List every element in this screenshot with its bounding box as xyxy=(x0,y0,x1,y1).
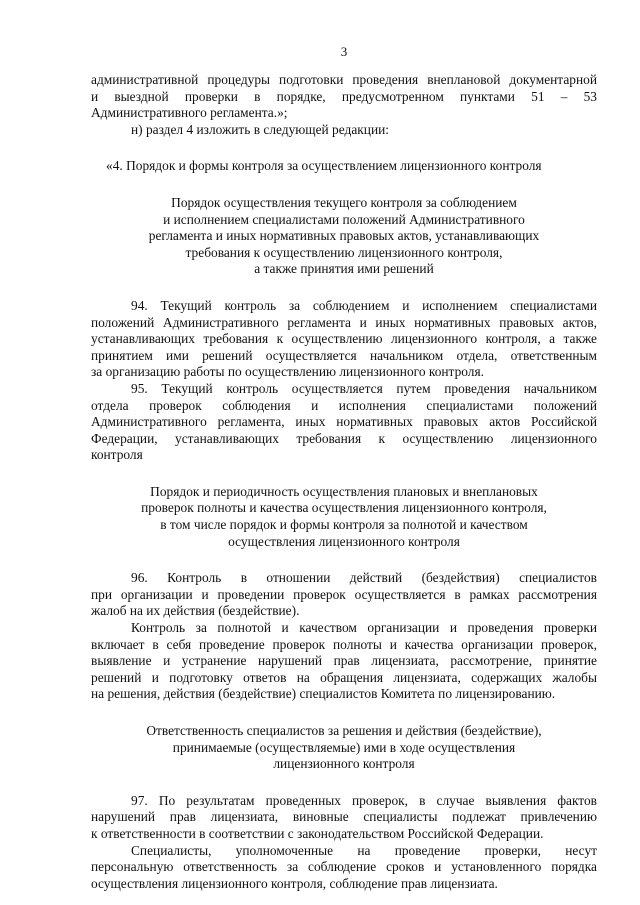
heading-line: осуществления лицензионного контроля xyxy=(228,533,460,549)
text-line: на решения, действия (бездействие) специалистов Комитета по лицензированию. xyxy=(91,686,556,702)
text-line: «4. Порядок и формы контроля за осуществлением лицензионного контроля xyxy=(106,158,542,174)
text-line: отдела проверок соблюдения и исполнения специалистами положений xyxy=(91,397,597,413)
paragraph-96 xyxy=(91,570,597,620)
text-line: жалоб на их действия (бездействие). xyxy=(91,603,300,619)
text-line: контроля xyxy=(91,447,143,463)
document-body xyxy=(91,72,597,892)
text-line: к ответственности в соответствии с законодательством Российской Федерации. xyxy=(91,825,544,841)
text-line: включает в себя проведение проверок полноты и качества организации проверок, xyxy=(91,636,597,652)
text-line: решений и подготовку ответов на обращения лицензиата, содержащих жалобы xyxy=(91,669,597,685)
text-line: за организацию работы по осуществлению лицензионного контроля. xyxy=(91,364,484,380)
text-line: Специалисты, уполномоченные на проведение проверки, несут xyxy=(131,842,597,858)
paragraph-specialists xyxy=(91,843,597,893)
text-line: 95. Текущий контроль осуществляется путем проведения начальником xyxy=(131,380,597,396)
text-line: 97. По результатам проведенных проверок, в случае выявления фактов xyxy=(131,792,597,808)
text-line: административной процедуры подготовки проведения внеплановой документарной xyxy=(91,72,597,87)
heading-line: и исполнением специалистами положений Административного xyxy=(163,211,525,227)
paragraph-control-quality xyxy=(91,620,597,703)
heading-line: Порядок и периодичность осуществления плановых и внеплановых xyxy=(150,483,538,499)
heading-line: регламента и иных нормативных правовых актов, устанавливающих xyxy=(148,228,540,244)
heading-line: лицензионного контроля xyxy=(273,756,415,772)
text-line: Контроль за полнотой и качеством организации и проведения проверки xyxy=(131,620,597,636)
paragraph-97 xyxy=(91,793,597,843)
text-line: при организации и проведении проверок осуществляется в рамках рассмотрения xyxy=(91,586,597,602)
text-line: выявление и устранение нарушений прав лицензиата, рассмотрение, принятие xyxy=(91,653,597,669)
text-line: персональную ответственность за соблюдение сроков и установленного порядка xyxy=(91,859,597,875)
text-line: нарушений прав лицензиата, виновные специалисты подлежат привлечению xyxy=(91,809,597,825)
subheading-current-control xyxy=(91,195,597,278)
heading-line: Ответственность специалистов за решения и действия (бездействие), xyxy=(146,723,542,738)
page-number: 3 xyxy=(340,44,348,59)
section-title xyxy=(91,158,597,175)
heading-line: проверок полноты и качества осуществления лицензионного контроля, xyxy=(141,500,547,516)
paragraph-94 xyxy=(91,298,597,381)
text-line: 96. Контроль в отношении действий (бездействия) специалистов xyxy=(131,570,597,586)
text-line: Федерации, устанавливающих требования к осуществлению лицензионного xyxy=(91,430,597,446)
text-line: 94. Текущий контроль за соблюдением и исполнением специалистами xyxy=(131,297,597,313)
subheading-responsibility xyxy=(91,723,597,773)
text-line: Административного регламента.»; xyxy=(91,105,288,121)
heading-line: требования к осуществлению лицензионного контроля, xyxy=(185,244,503,260)
subheading-periodicity xyxy=(91,484,597,550)
text-line: положений Административного регламента и иных нормативных правовых актов, xyxy=(91,314,597,330)
text-line: принятием ими решений осуществляется начальником отдела, ответственным xyxy=(91,347,597,363)
heading-line: принимаемые (осуществляемые) ими в ходе осуществления xyxy=(172,739,516,755)
intro-paragraph xyxy=(91,72,597,122)
heading-line: Порядок осуществления текущего контроля за соблюдением xyxy=(171,194,517,210)
text-line: и выездной проверки в порядке, предусмотренном пунктами 51 – 53 xyxy=(91,88,597,104)
text-line: осуществления лицензионного контроля, соблюдение прав лицензиата. xyxy=(91,875,498,891)
text-line: устанавливающих требования к осуществлению лицензионного контроля, а также xyxy=(91,331,597,347)
item-n-paragraph xyxy=(91,122,597,139)
paragraph-95 xyxy=(91,381,597,464)
heading-line: а также принятия ими решений xyxy=(254,261,434,277)
text-line: н) раздел 4 изложить в следующей редакции: xyxy=(131,121,389,137)
text-line: Административного регламента, иных нормативных правовых актов Российской xyxy=(91,414,597,430)
heading-line: в том числе порядок и формы контроля за полнотой и качеством xyxy=(160,517,528,533)
